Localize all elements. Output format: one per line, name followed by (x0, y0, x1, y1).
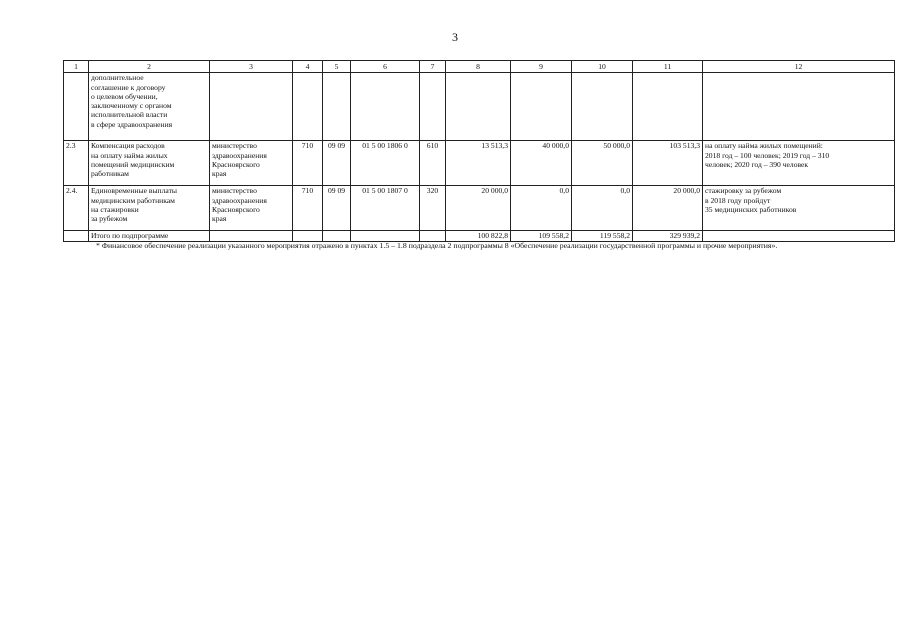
amount-2020: 50 000,0 (572, 141, 633, 186)
cell-empty (703, 231, 895, 241)
column-header: 3 (210, 61, 293, 73)
cell-empty (293, 231, 323, 241)
table-row (64, 186, 895, 231)
table-row (64, 141, 895, 186)
column-header: 10 (572, 61, 633, 73)
column-header: 1 (64, 61, 89, 73)
amount-2019: 0,0 (511, 186, 572, 231)
cell-empty (210, 73, 293, 141)
measure-name: Компенсация расходов на оплату найма жилых помещений медицинским работникам (89, 141, 210, 186)
cell-empty (633, 73, 703, 141)
cell-empty (351, 231, 420, 241)
cell-empty (351, 73, 420, 141)
cell-empty (64, 231, 89, 241)
executor: министерство здравоохранения Красноярского края (210, 141, 293, 186)
measure-name-continuation: дополнительное соглашение к договору о целевом обучении, заключенному с органом исполнительной власти в сфере здравоохранения (89, 73, 210, 141)
cell-empty (293, 73, 323, 141)
amount-2020: 0,0 (572, 186, 633, 231)
target-article-code: 01 5 00 1806 0 (351, 141, 420, 186)
amount-2018: 20 000,0 (446, 186, 511, 231)
row-number: 2.4. (64, 186, 89, 231)
amount-2018: 13 513,3 (446, 141, 511, 186)
column-number-row (64, 61, 895, 73)
cell-empty (323, 231, 351, 241)
expected-result: на оплату найма жилых помещений: 2018 год – 100 человек; 2019 год – 310 человек; 2020 год – 390 человек (703, 141, 895, 186)
column-header: 4 (293, 61, 323, 73)
cell-empty (511, 73, 572, 141)
total-label: Итого по подпрограмме (89, 231, 210, 241)
amount-total: 103 513,3 (633, 141, 703, 186)
grbs-code: 710 (293, 141, 323, 186)
column-header: 6 (351, 61, 420, 73)
executor: министерство здравоохранения Красноярского края (210, 186, 293, 231)
grbs-code: 710 (293, 186, 323, 231)
column-header: 12 (703, 61, 895, 73)
total-2018: 100 822,8 (446, 231, 511, 241)
section-code: 09 09 (323, 141, 351, 186)
expected-result: стажировку за рубежом в 2018 году пройдут 35 медицинских работников (703, 186, 895, 231)
row-number: 2.3 (64, 141, 89, 186)
page-number: 3 (452, 30, 458, 44)
table-row-continuation (64, 73, 895, 141)
cell-empty (420, 73, 446, 141)
column-header: 11 (633, 61, 703, 73)
cell-empty (210, 231, 293, 241)
expense-type-code: 320 (420, 186, 446, 231)
total-2019: 109 558,2 (511, 231, 572, 241)
column-header: 7 (420, 61, 446, 73)
total-overall: 329 939,2 (633, 231, 703, 241)
cell-empty (64, 73, 89, 141)
cell-empty (420, 231, 446, 241)
expense-type-code: 610 (420, 141, 446, 186)
measure-name: Единовременные выплаты медицинским работникам на стажировки за рубежом (89, 186, 210, 231)
table-row-total (64, 231, 895, 241)
section-code: 09 09 (323, 186, 351, 231)
cell-empty (446, 73, 511, 141)
target-article-code: 01 5 00 1807 0 (351, 186, 420, 231)
total-2020: 119 558,2 (572, 231, 633, 241)
cell-empty (703, 73, 895, 141)
budget-table (63, 60, 895, 242)
amount-2019: 40 000,0 (511, 141, 572, 186)
footnote: * Финансовое обеспечение реализации указанного мероприятия отражено в пунктах 1.5 – 1.8 подраздела 2 подпрограммы 8 «Обеспечение реализации государственной программы и прочие мероприятия». (96, 241, 778, 250)
column-header: 9 (511, 61, 572, 73)
column-header: 5 (323, 61, 351, 73)
amount-total: 20 000,0 (633, 186, 703, 231)
cell-empty (572, 73, 633, 141)
column-header: 8 (446, 61, 511, 73)
cell-empty (323, 73, 351, 141)
column-header: 2 (89, 61, 210, 73)
